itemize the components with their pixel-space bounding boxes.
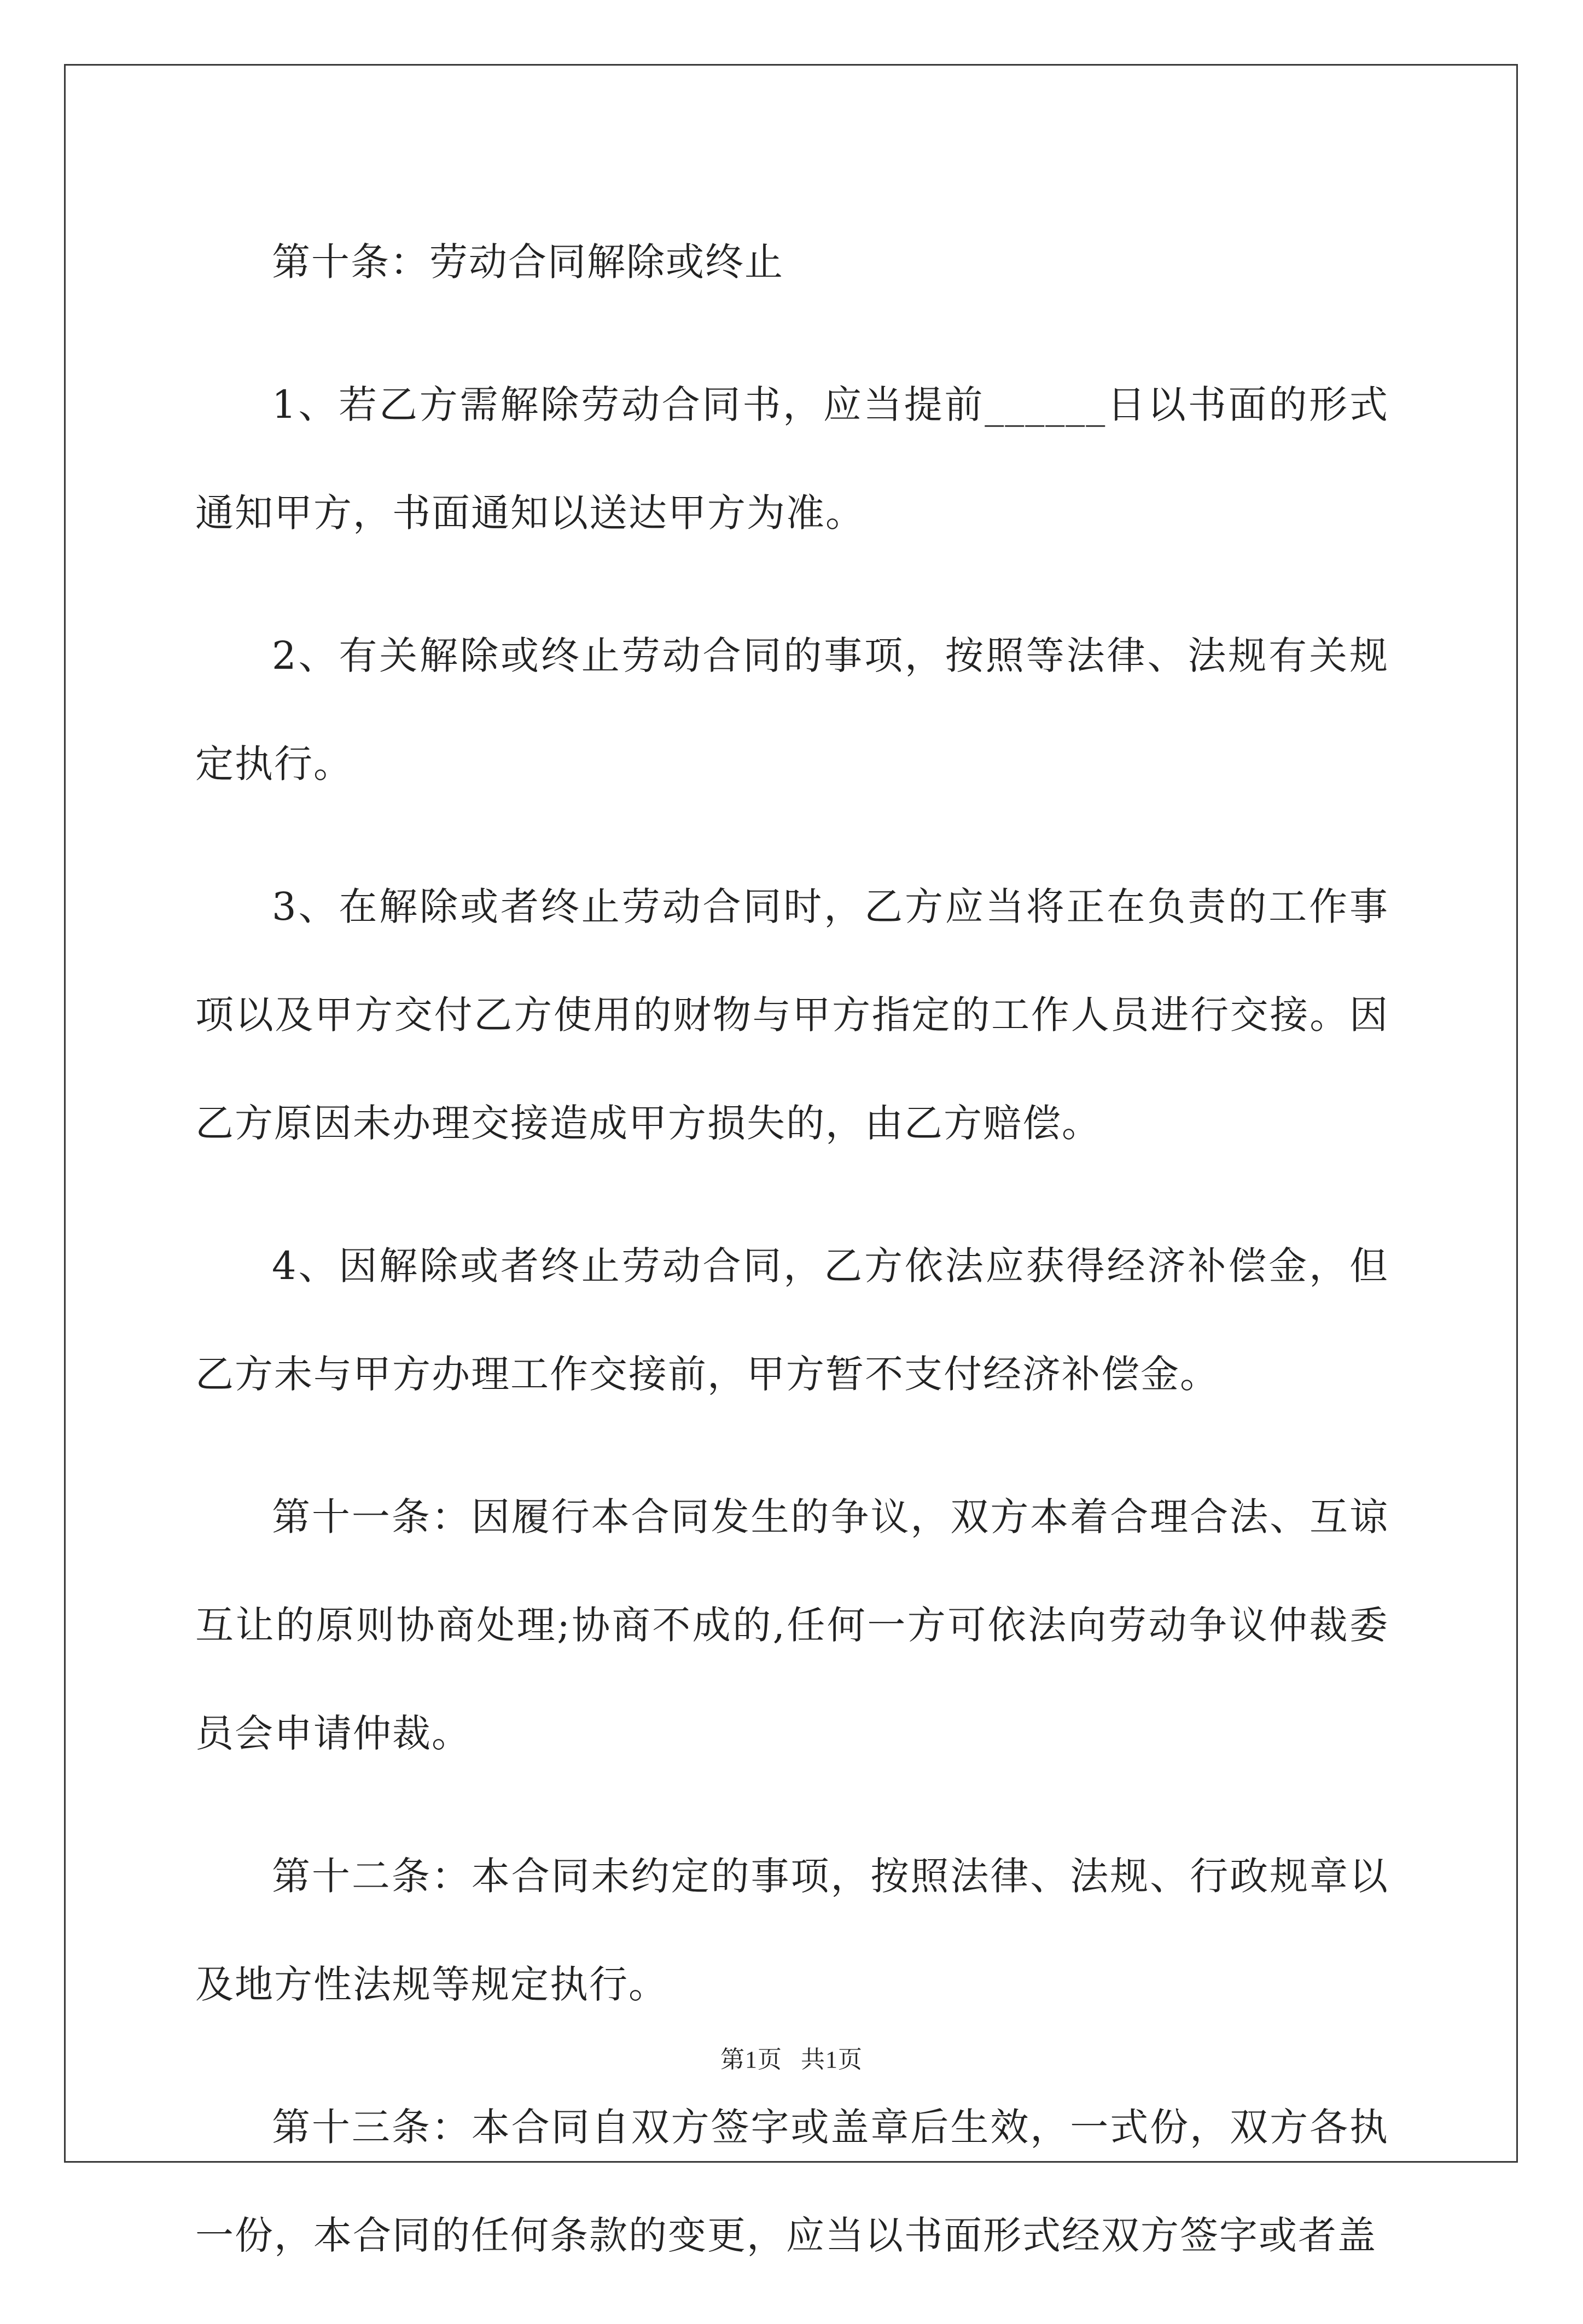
- article-12: 第十二条：本合同未约定的事项，按照法律、法规、行政规章以及地方性法规等规定执行。: [195, 1854, 1389, 2007]
- article-10-clause-4: 4、因解除或者终止劳动合同，乙方依法应获得经济补偿金，但乙方未与甲方办理工作交接前，甲方暂不支付经济补偿金。: [195, 1243, 1389, 1397]
- page-footer: 第1页 共1页: [720, 2046, 863, 2073]
- article-10-clause-1: 1、若乙方需解除劳动合同书，应当提前______日以书面的形式通知甲方，书面通知以送达甲方为准。: [195, 382, 1389, 535]
- article-10-clause-3: 3、在解除或者终止劳动合同时，乙方应当将正在负责的工作事项以及甲方交付乙方使用的财物与甲方指定的工作人员进行交接。因乙方原因未办理交接造成甲方损失的，由乙方赔偿。: [195, 884, 1389, 1146]
- article-10-heading: 第十条：劳动合同解除或终止: [272, 240, 784, 284]
- article-11: 第十一条：因履行本合同发生的争议，双方本着合理合法、互谅互让的原则协商处理;协商不成的,任何一方可依法向劳动争议仲裁委员会申请仲裁。: [195, 1494, 1389, 1756]
- article-13: 第十三条：本合同自双方签字或盖章后生效，一式份，双方各执一份，本合同的任何条款的变更，应当以书面形式经双方签字或者盖: [195, 2105, 1389, 2258]
- article-10-clause-2: 2、有关解除或终止劳动合同的事项，按照等法律、法规有关规定执行。: [195, 633, 1389, 786]
- document-body: [195, 208, 1389, 2324]
